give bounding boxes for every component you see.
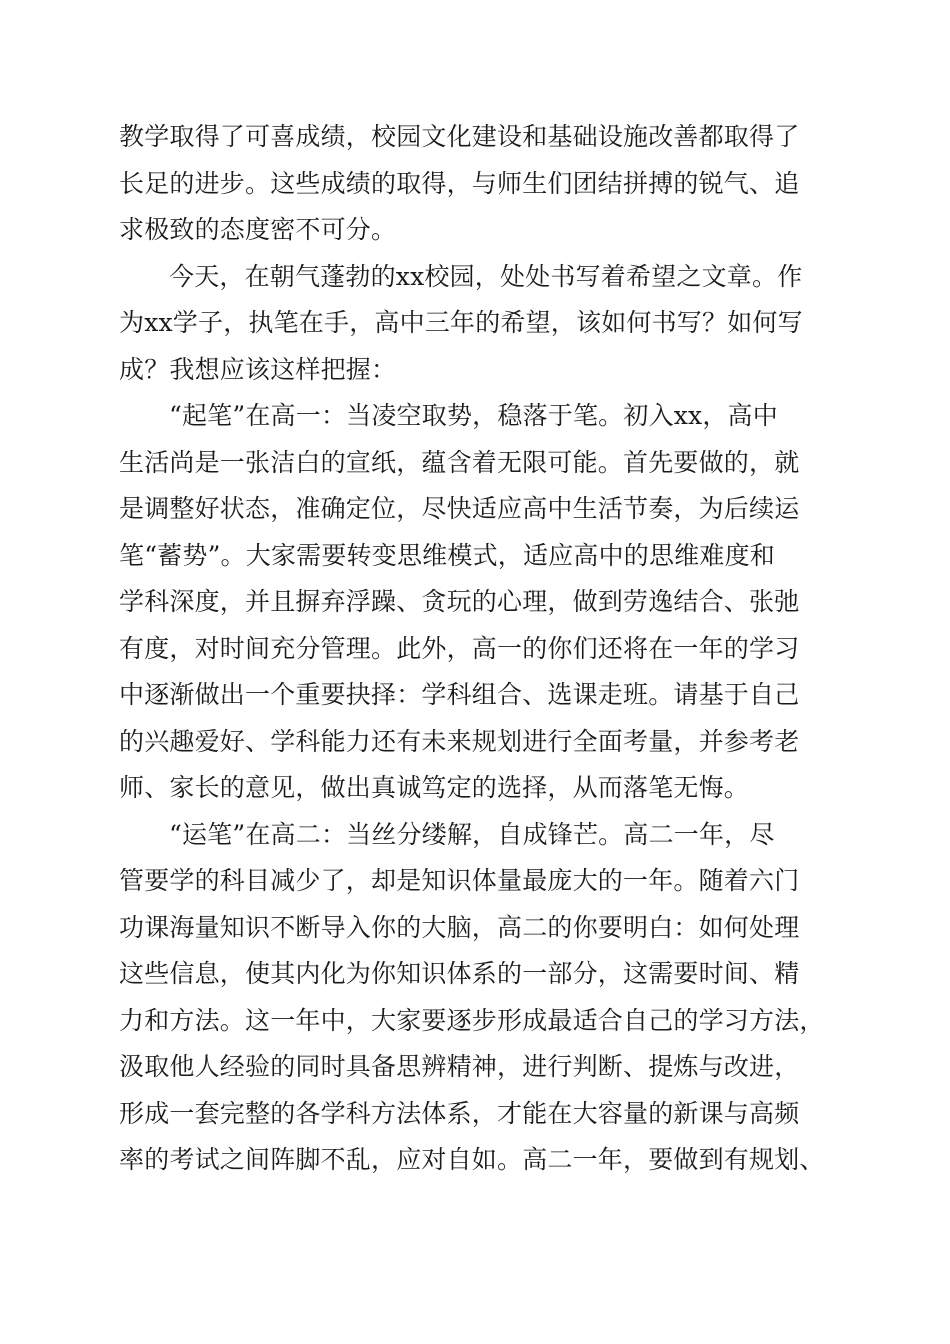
paragraph-2 bbox=[119, 254, 839, 394]
text-line: 求极致的态度密不可分。 bbox=[119, 215, 397, 244]
text-line: 为xx学子，执笔在手，高中三年的希望，该如何书写？如何写 bbox=[119, 308, 803, 337]
text-line: 率的考试之间阵脚不乱，应对自如。高二一年，要做到有规划、 bbox=[119, 1145, 825, 1174]
text-line: 这些信息，使其内化为你知识体系的一部分，这需要时间、精 bbox=[119, 959, 800, 988]
text-line: 生活尚是一张洁白的宣纸，蕴含着无限可能。首先要做的，就 bbox=[119, 447, 800, 477]
text-line: 笔“蓄势”。大家需要转变思维模式，适应高中的思维难度和 bbox=[119, 540, 775, 570]
text-line: 的兴趣爱好、学科能力还有未来规划进行全面考量，并参考老 bbox=[119, 726, 800, 756]
paragraph-4 bbox=[119, 812, 839, 1184]
paragraph-1 bbox=[119, 114, 839, 254]
text-line: 师、家长的意见，做出真诚笃定的选择，从而落笔无悔。 bbox=[119, 773, 750, 802]
text-line: 长足的进步。这些成绩的取得，与师生们团结拼搏的锐气、追 bbox=[119, 168, 800, 198]
text-line: “运笔”在高二：当丝分缕解，自成锋芒。高二一年，尽 bbox=[169, 819, 775, 849]
text-line: 汲取他人经验的同时具备思辨精神，进行判断、提炼与改进， bbox=[119, 1052, 800, 1081]
text-line: 今天，在朝气蓬勃的xx校园，处处书写着希望之文章。作 bbox=[169, 261, 803, 291]
text-line: 学科深度，并且摒弃浮躁、贪玩的心理，做到劳逸结合、张弛 bbox=[119, 587, 800, 616]
text-line: 有度，对时间充分管理。此外，高一的你们还将在一年的学习 bbox=[119, 633, 800, 663]
text-line: 管要学的科目减少了，却是知识体量最庞大的一年。随着六门 bbox=[119, 866, 800, 895]
text-line: “起笔”在高一：当凌空取势，稳落于笔。初入xx，高中 bbox=[169, 401, 778, 430]
text-line: 功课海量知识不断导入你的大脑，高二的你要明白：如何处理 bbox=[119, 912, 800, 942]
text-line: 力和方法。这一年中，大家要逐步形成最适合自己的学习方法， bbox=[119, 1005, 825, 1035]
document-body bbox=[119, 114, 839, 1184]
text-line: 成？我想应该这样把握： bbox=[119, 354, 397, 384]
text-line: 是调整好状态，准确定位，尽快适应高中生活节奏，为后续运 bbox=[119, 494, 800, 523]
text-line: 形成一套完整的各学科方法体系，才能在大容量的新课与高频 bbox=[119, 1098, 800, 1128]
paragraph-3 bbox=[119, 393, 839, 812]
text-line: 教学取得了可喜成绩，校园文化建设和基础设施改善都取得了 bbox=[119, 122, 800, 151]
text-line: 中逐渐做出一个重要抉择：学科组合、选课走班。请基于自己 bbox=[119, 680, 800, 709]
